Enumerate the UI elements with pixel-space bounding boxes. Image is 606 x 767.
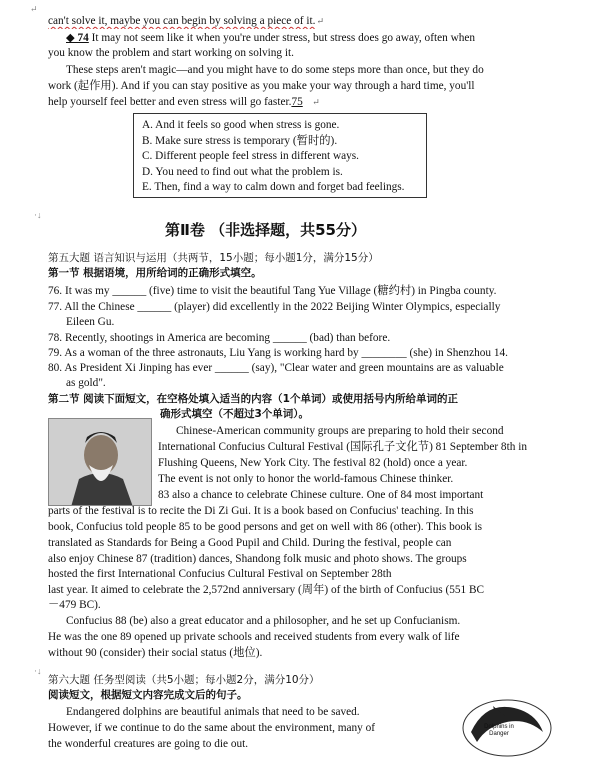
option-d: D. You need to find out what the problem is. — [142, 165, 343, 178]
question-77-cont: Eileen Gu. — [66, 316, 115, 328]
passage-line-2: ◆ 74 It may not seem like it when you're under stress, but stress does go away, often when — [66, 32, 476, 44]
cloze-line-15: without 90 (consider) their social status (地位). — [48, 647, 263, 659]
question-78: 78. Recently, shootings in America are becoming ______ (bad) than before. — [48, 332, 391, 344]
section-6-heading: 第六大题 任务型阅读（共5小题；每小题2分，满分10分） — [48, 674, 320, 686]
options-box — [133, 113, 427, 198]
blank-75: 75 — [291, 96, 303, 108]
dolphins-in-danger-logo — [457, 692, 557, 760]
option-e: E. Then, find a way to calm down and forget bad feelings. — [142, 181, 405, 194]
question-79: 79. As a woman of the three astronauts, Liu Yang is working hard by ________ (she) in Shenzhou 14. — [48, 347, 508, 359]
margin-mark-2: ·↓ — [34, 666, 42, 676]
section-2-title-cont: 确形式填空（不超过3个单词）。 — [160, 408, 310, 420]
corner-mark: ↵ — [30, 4, 38, 14]
cloze-line-2: International Confucius Cultural Festival (国际孔子文化节) 81 September 8th in — [158, 441, 527, 453]
cloze-line-7: book, Confucius told people 85 to be good persons and get on well with 86 (other). This book is — [48, 521, 483, 533]
confucius-portrait-image — [48, 418, 152, 506]
section-1-title: 第一节 根据语境，用所给词的正确形式填空。 — [48, 267, 262, 279]
passage-line-6: help yourself feel better and even stress will go faster.75 ↵ — [48, 96, 320, 108]
cloze-line-14: He was the one 89 opened up private schools and received students from every walk of life — [48, 631, 460, 643]
cloze-line-5: 83 also a chance to celebrate Chinese culture. One of 84 most important — [158, 489, 484, 501]
cloze-line-12: －479 BC). — [48, 599, 101, 611]
cloze-line-6: parts of the festival is to recite the Di Zi Gui. It is a book based on Confucius' teaching. In this — [48, 505, 474, 517]
reading-line-3: the wonderful creatures are going to die out. — [48, 738, 249, 750]
option-b: B. Make sure stress is temporary (暂时的). — [142, 134, 338, 147]
question-80-cont: as gold". — [66, 377, 106, 389]
cloze-line-11: last year. It aimed to celebrate the 2,572nd anniversary (周年) of the birth of Confucius (551 BC — [48, 584, 485, 596]
logo-caption: Dolphins in Danger — [484, 724, 514, 737]
cloze-line-9: also enjoy Chinese 87 (tradition) dances, Shandong folk music and photo shows. The groups — [48, 553, 467, 565]
section-2-title: 第二节 阅读下面短文，在空格处填入适当的内容（1个单词）或使用括号内所给单词的正 — [48, 393, 458, 405]
cloze-line-8: translated as Standards for Being a Good Pupil and Child. During the festival, people can — [48, 537, 452, 549]
reading-line-1: Endangered dolphins are beautiful animals that need to be saved. — [66, 706, 360, 718]
passage-line-5: work (起作用). And if you can stay positive as you make your way through a hard time, you'll — [48, 80, 475, 92]
option-a: A. And it feels so good when stress is gone. — [142, 119, 340, 131]
question-76: 76. It was my ______ (five) time to visit the beautiful Tang Yue Village (糖约村) in Pingba county. — [48, 285, 497, 297]
cloze-line-13: Confucius 88 (be) also a great educator and a philosopher, and he set up Confucianism. — [66, 615, 461, 627]
option-c: C. Different people feel stress in different ways. — [142, 150, 359, 163]
cloze-line-1: Chinese-American community groups are preparing to hold their second — [176, 425, 504, 437]
cloze-line-3: Flushing Queens, New York City. The festival 82 (hold) once a year. — [158, 457, 468, 469]
passage-line-1: can't solve it, maybe you can begin by solving a piece of it.↵ — [48, 15, 324, 27]
reading-line-2: However, if we continue to do the same about the environment, many of — [48, 722, 376, 734]
section-5-heading: 第五大题 语言知识与运用（共两节，15小题；每小题1分，满分15分） — [48, 252, 379, 264]
part-two-title: 第Ⅱ卷 （非选择题，共55分） — [165, 221, 366, 239]
cloze-line-10: hosted the first International Confucius Cultural Festival on September 28th — [48, 568, 392, 580]
blank-74: ◆ 74 — [66, 32, 89, 44]
question-80: 80. As President Xi Jinping has ever ______ (say), "Clear water and green mountains are as valuable — [48, 362, 504, 374]
margin-mark: ·↓ — [34, 210, 42, 220]
cloze-line-4: The event is not only to honor the world-famous Chinese thinker. — [158, 473, 454, 485]
section-6-instruction: 阅读短文，根据短文内容完成文后的句子。 — [48, 689, 248, 701]
passage-line-3: you know the problem and start working on solving it. — [48, 47, 294, 59]
passage-line-4: These steps aren't magic—and you might have to do some steps more than once, but they do — [66, 64, 484, 76]
question-77: 77. All the Chinese ______ (player) did excellently in the 2022 Beijing Winter Olympics, especially — [48, 301, 501, 313]
